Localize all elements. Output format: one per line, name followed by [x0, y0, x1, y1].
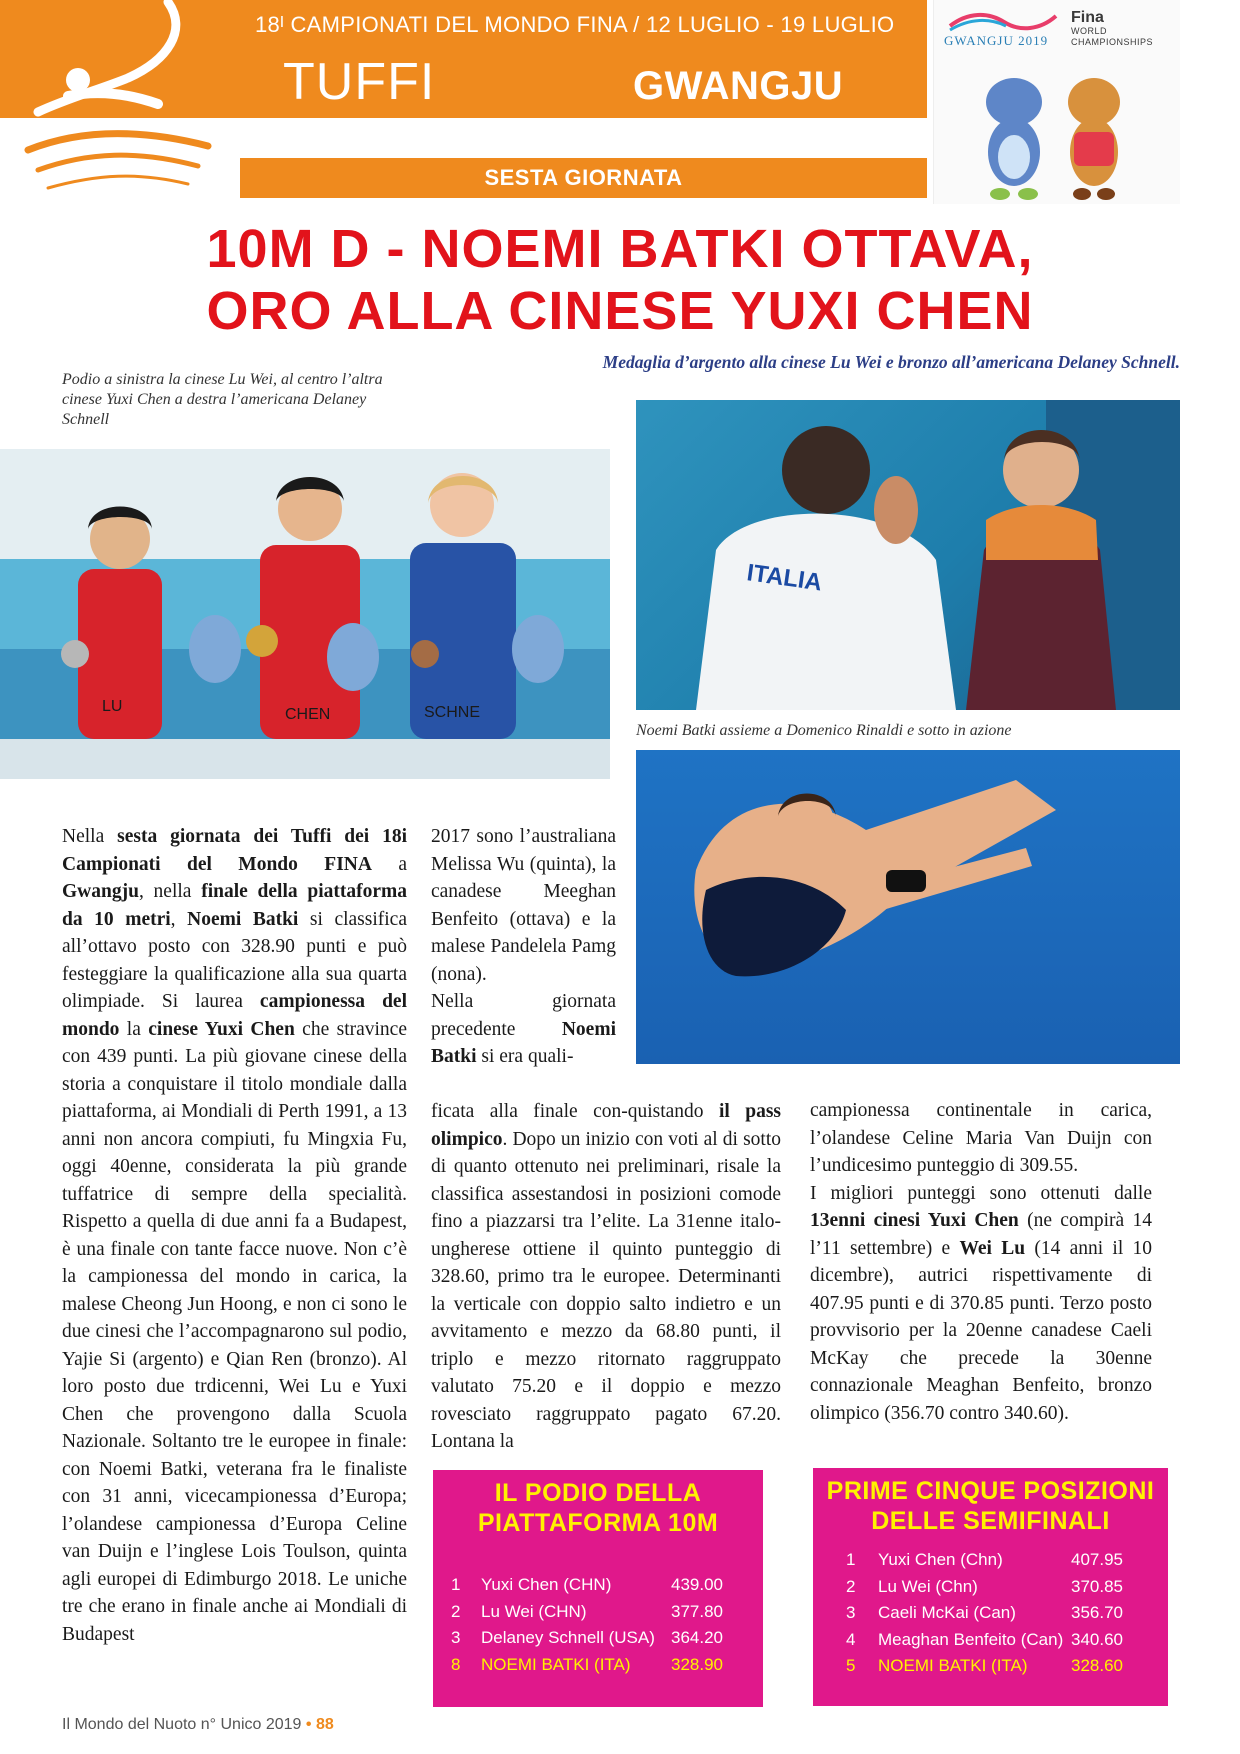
result-row — [433, 1571, 763, 1599]
result-position: 8 — [451, 1654, 461, 1674]
diver-logo-icon — [18, 0, 228, 196]
result-score: 328.90 — [671, 1654, 723, 1674]
diving-scene — [636, 750, 1180, 1064]
result-row — [813, 1546, 1168, 1574]
podium-title-line2: PIATTAFORMA 10M — [477, 1509, 719, 1537]
result-row — [813, 1573, 1168, 1601]
result-name: Yuxi Chen (Chn) — [878, 1550, 1003, 1569]
result-row — [813, 1652, 1168, 1680]
podium-photo — [0, 449, 610, 779]
result-position: 3 — [846, 1603, 856, 1622]
magazine-name: Il Mondo del Nuoto n° Unico 2019 — [62, 1716, 302, 1733]
result-position: 1 — [846, 1550, 856, 1569]
fina-line2: CHAMPIONSHIPS — [1071, 37, 1154, 47]
semifinal-results-box — [813, 1468, 1168, 1706]
result-row — [433, 1598, 763, 1626]
result-position: 2 — [451, 1601, 461, 1621]
result-score: 340.60 — [1071, 1629, 1123, 1649]
semifinal-box-title — [813, 1468, 1168, 1536]
day-label: SESTA GIORNATA — [240, 158, 927, 198]
fina-line1: WORLD — [1071, 26, 1107, 36]
coach-scene — [636, 400, 1180, 710]
article-title — [0, 218, 1240, 342]
result-score: 377.80 — [671, 1601, 723, 1621]
championship-logo — [933, 0, 1180, 204]
coach-shirt-label: ITALIA — [745, 559, 824, 597]
fina-mark: Fina — [1071, 9, 1104, 26]
article-column-2-top: 2017 sono l’australiana Melissa Wu (quinta), la canadese Meeghan Benfeito (ottava) e la malese Pandelela Pamg (nona). Nella giornata precedente Noemi Batki si era quali- — [431, 826, 616, 1067]
result-name: NOEMI BATKI (ITA) — [878, 1656, 1028, 1675]
result-row — [813, 1599, 1168, 1627]
fina-logo — [1071, 10, 1153, 48]
result-name: Caeli McKai (Can) — [878, 1603, 1016, 1622]
footer-separator: • — [305, 1716, 312, 1733]
result-score: 407.95 — [1071, 1550, 1123, 1569]
result-score: 328.60 — [1071, 1656, 1123, 1675]
result-row — [433, 1651, 763, 1679]
result-score: 370.85 — [1071, 1576, 1123, 1596]
photo-caption-middle: Noemi Batki assieme a Domenico Rinaldi e sotto in azione — [636, 722, 1012, 739]
semifinal-title-line2: DELLE SEMIFINALI — [871, 1507, 1110, 1535]
city-title: GWANGJU — [633, 64, 844, 108]
result-position: 2 — [846, 1576, 856, 1596]
result-name: Lu Wei (CHN) — [481, 1601, 587, 1621]
result-score: 364.20 — [671, 1628, 723, 1647]
article-column-1: Nella sesta giornata dei Tuffi dei 18i Campionati del Mondo FINA a Gwangju, nella finale della piattaforma da 10 metri, Noemi Batki si classifica all’ottavo posto con 328.90 punti e può festeggiare la qualificazione alla sua quarta olimpiade. Si laurea campionessa del mondo la cinese Yuxi Chen che stravince con 439 punti. La più giovane cinese della storia a conquistare il titolo mondiale dalla piattaforma, ai Mondiali di Perth 1991, a 13 anni non ancora compiuti, fu Mingxia Fu, oggi 40enne, considerata la più grande tuffatrice di sempre della specialità. Rispetto a quella di due anni fa a Budapest, è una finale con tante facce nuove. Non c’è la campionessa del mondo in carica, la malese Cheong Jun Hoong, e non ci sono le due cinesi che l’accompagnarono sul podio, Yajie Si (argento) e Qian Ren (bronzo). Al loro posto due trdicenni, Wei Lu e Yuxi Chen che provengono dalla Scuola Nazionale. Soltanto tre le europee in finale: con Noemi Batki, veterana fra le finaliste con 31 anni, vicecampionessa d’Europa; l’olandese campionessa d’Europa Celine van Duijn e l’inglese Lois Toulson, quinta agli europei di Edimburgo 2018. Le uniche tre che erano in finale anche ai Mondiali di Budapest — [62, 826, 408, 1645]
wave-logo-icon — [948, 10, 1058, 32]
result-name: Meaghan Benfeito (Can) — [878, 1629, 1064, 1649]
podium-scene — [0, 449, 610, 779]
semifinal-title-line1: PRIME CINQUE POSIZIONI — [826, 1477, 1155, 1505]
podium-bib-schnell: SCHNE — [424, 704, 481, 721]
title-line2: ORO ALLA CINESE YUXI CHEN — [206, 281, 1034, 341]
batki-coach-photo — [636, 400, 1180, 710]
result-position: 1 — [451, 1575, 461, 1594]
result-name: NOEMI BATKI (ITA) — [481, 1654, 631, 1674]
podium-bib-lu: LU — [102, 698, 123, 715]
photo-caption-left: Podio a sinistra la cinese Lu Wei, al centro l’altra cinese Yuxi Chen a destra l’americana Delaney Schnell — [62, 371, 383, 428]
podium-results-box — [433, 1470, 763, 1707]
photo-caption-right: Medaglia d’argento alla cinese Lu Wei e bronzo all’americana Delaney Schnell. — [602, 352, 1180, 372]
result-position: 5 — [846, 1656, 856, 1675]
event-name: GWANGJU 2019 — [944, 33, 1049, 48]
article-column-2-bottom: ficata alla finale con-quistando il pass olimpico. Dopo un inizio con voti al di sotto di quanto ottenuto nei preliminari, risale la classifica assestandosi in posizioni comode fino a piazzarsi tra l’elite. La 31enne italo-ungherese ottiene il quinto punteggio di 328.60, primo tra le europee. Determinanti la verticale con doppio salto indietro e un avvitamento e mezzo da 68.80 punti, il triplo e mezzo ritornato raggruppato valutato 75.20 e il doppio e mezzo rovesciato raggruppato pagato 67.20. Lontana la — [431, 1101, 782, 1452]
result-row — [433, 1624, 763, 1652]
title-line1: 10M D - NOEMI BATKI OTTAVA, — [206, 219, 1034, 279]
result-name: Yuxi Chen (CHN) — [481, 1575, 612, 1594]
podium-box-title — [433, 1470, 763, 1538]
batki-diving-photo — [636, 750, 1180, 1064]
podium-title-line1: IL PODIO DELLA — [494, 1479, 702, 1507]
header-subtitle: 18ᴵ CAMPIONATI DEL MONDO FINA / 12 LUGLIO - 19 LUGLIO — [255, 12, 895, 37]
mascots-icon — [954, 62, 1164, 202]
result-row — [813, 1626, 1168, 1654]
result-name: Delaney Schnell (USA) — [481, 1628, 655, 1647]
podium-bib-chen: CHEN — [285, 706, 331, 723]
result-position: 4 — [846, 1629, 856, 1649]
page-footer — [62, 1716, 334, 1734]
result-position: 3 — [451, 1628, 461, 1647]
page-number: 88 — [315, 1716, 334, 1733]
result-score: 439.00 — [671, 1575, 723, 1594]
section-title: TUFFI — [283, 53, 436, 111]
result-score: 356.70 — [1071, 1603, 1123, 1622]
article-column-3: campionessa continentale in carica, l’olandese Celine Maria Van Duijn con l’undicesimo punteggio di 309.55. I migliori punteggi sono ottenuti dalle 13enni cinesi Yuxi Chen (ne compirà 14 l’11 settembre) e Wei Lu (14 anni il 10 dicembre), autrici rispettivamente di 407.95 punti e di 370.85 punti. Terzo posto provvisorio per la 20enne canadese Caeli McKay che precede la 30enne connazionale Meaghan Benfeito, bronzo olimpico (356.70 contro 340.60). — [810, 1100, 1153, 1424]
result-name: Lu Wei (Chn) — [878, 1576, 978, 1596]
